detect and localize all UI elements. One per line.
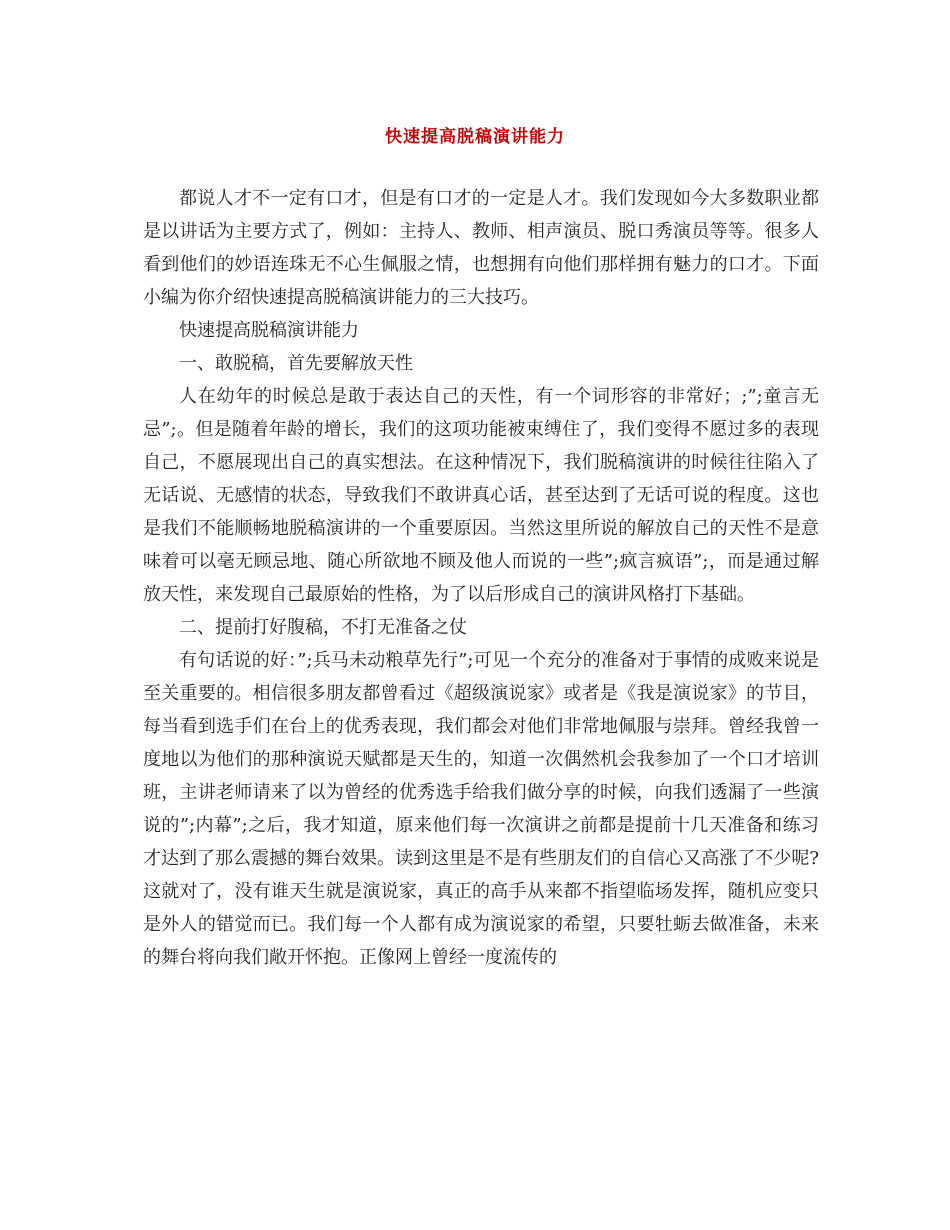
section-heading-1: 一、敢脱稿，首先要解放天性 [179, 353, 413, 374]
document-title: 快速提高脱稿演讲能力 [385, 127, 565, 147]
paragraph-subtitle: 快速提高脱稿演讲能力 [179, 320, 359, 341]
document-body [143, 182, 819, 974]
paragraph-section-1: 人在幼年的时候总是敢于表达自己的天性，有一个词形容的非常好；;”;童言无忌”;。但是随着年龄的增长，我们的这项功能被束缚住了，我们变得不愿过多的表现自己，不愿展现出自己的真实想法。在这种情况下，我们脱稿演讲的时候往往陷入了无话说、无感情的状态，导致我们不敢讲真心话，甚至达到了无话可说的程度。这也是我们不能顺畅地脱稿演讲的一个重要原因。当然这里所说的解放自己的天性不是意味着可以毫无顾忌地、随心所欲地不顾及他人而说的一些”;疯言疯语”;，而是通过解放天性，来发现自己最原始的性格，为了以后形成自己的演讲风格打下基础。 [143, 386, 819, 605]
paragraph-section-2: 有句话说的好：”;兵马未动粮草先行”;可见一个充分的准备对于事情的成败来说是至关重要的。相信很多朋友都曾看过《超级演说家》或者是《我是演说家》的节目，每当看到选手们在台上的优秀表现，我们都会对他们非常地佩服与崇拜。曾经我曾一度地以为他们的那种演说天赋都是天生的，知道一次偶然机会我参加了一个口才培训班，主讲老师请来了以为曾经的优秀选手给我们做分享的时候，向我们透漏了一些演说的”;内幕”;之后，我才知道，原来他们每一次演讲之前都是提前十几天准备和练习才达到了那么震撼的舞台效果。读到这里是不是有些朋友们的自信心又高涨了不少呢?这就对了，没有谁天生就是演说家，真正的高手从来都不指望临场发挥，随机应变只是外人的错觉而已。我们每一个人都有成为演说家的希望，只要牡蛎去做准备，未来的舞台将向我们敞开怀抱。正像网上曾经一度流传的 [143, 650, 819, 968]
section-heading-2: 二、提前打好腹稿，不打无准备之仗 [179, 617, 467, 638]
paragraph-intro: 都说人才不一定有口才，但是有口才的一定是人才。我们发现如今大多数职业都是以讲话为主要方式了，例如：主持人、教师、相声演员、脱口秀演员等等。很多人看到他们的妙语连珠无不心生佩服之情，也想拥有向他们那样拥有魅力的口才。下面小编为你介绍快速提高脱稿演讲能力的三大技巧。 [143, 188, 819, 308]
